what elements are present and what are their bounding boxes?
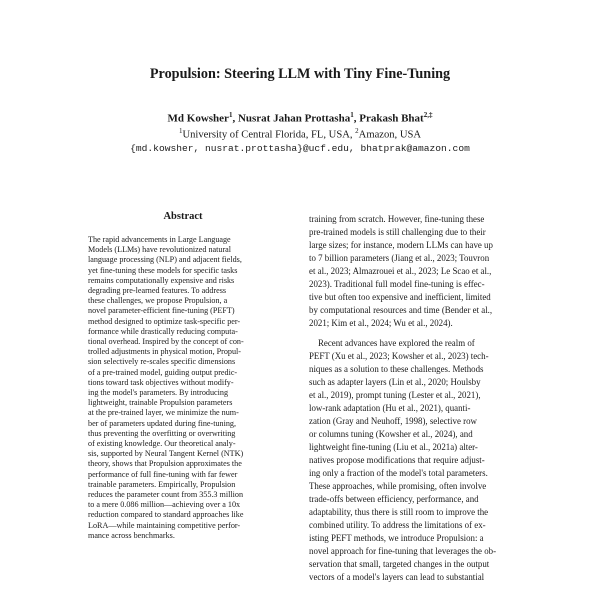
affiliations [0,127,600,141]
affiliation-text: Amazon, USA [358,129,422,141]
text-line: vectors of a model's layers can lead to substantial [309,572,485,582]
text-line: language processing (NLP) and adjacent fields, [88,255,242,265]
text-line: training from scratch. However, fine-tuning these [309,214,485,224]
text-line: Recent advances have explored the realm of [318,338,475,348]
text-line: to 7 billion parameters (Jiang et al., 2023; Touvron [309,253,490,263]
text-line: lightweight fine-tuning (Liu et al., 2021a) alter- [309,442,478,452]
author-name: Prakash Bhat [359,112,424,125]
text-line: servation that small, targeted changes in the output [309,559,490,569]
text-line: pre-trained models is still challenging due to their [309,227,486,237]
author-emails: {md.kowsher, nusrat.prottasha}@ucf.edu, bhatprak@amazon.com [130,143,470,154]
text-line: LoRA—while maintaining competitive perfor- [88,520,241,530]
text-line: sis, supported by Neural Tangent Kernel (NTK) [88,449,244,459]
affiliation-text: University of Central Florida, FL, USA, [182,129,353,141]
text-line: formance while drastically reducing computa- [88,326,238,336]
text-line: large sizes; for instance, modern LLMs can have up [309,240,493,250]
affiliation-marker: 2 [355,127,359,135]
text-line: of existing knowledge. Our theoretical analy- [88,439,236,449]
text-line: isting PEFT methods, we introduce Propulsion: a [309,533,484,543]
text-line: niques as a solution to these challenges. Methods [309,364,484,374]
author-name: Nusrat Jahan Prottasha [237,112,351,125]
text-line: theory, shows that Propulsion approximates the [88,459,242,469]
text-line: combined utility. To address the limitations of ex- [309,520,486,530]
intro-paragraph [309,213,519,330]
paper-title: Propulsion: Steering LLM with Tiny Fine-Tuning [149,66,451,82]
text-line: ing only a fraction of the model's total parameters. [309,468,488,478]
text-line: 2021; Kim et al., 2024; Wu et al., 2024). [309,318,453,328]
text-line: remains computationally expensive and risks [88,275,235,285]
text-line: et al., 2019), prompt tuning (Lester et al., 2021), [309,390,481,400]
abstract-body [88,235,278,541]
text-line: such as adapter layers (Lin et al., 2020; Houlsby [309,377,481,387]
intro-column [309,213,519,584]
text-line: Models (LLMs) have revolutionized natural [88,245,232,255]
text-line: performance of full fine-tuning with far fewer [88,469,238,479]
text-line: ber of parameters updated during fine-tuning, [88,418,237,428]
text-line: reduces the parameter count from 355.3 million [88,490,244,500]
text-line: or columns tuning (Kowsher et al., 2024), and [309,429,473,439]
text-line: mance across benchmarks. [88,530,175,540]
text-line: degrading pre-learned features. To address [88,286,227,296]
text-line: of a pre-trained model, guiding output predic- [88,367,238,377]
author-name: Md Kowsher [167,112,229,125]
text-line: ing the model's parameters. By introducing [88,388,229,398]
text-line: lightweight, trainable Propulsion parameters [88,398,233,408]
text-line: reduction compared to standard approaches like [88,510,244,520]
author-affiliation-marker: 1 [350,111,354,119]
affiliation-marker: 1 [178,127,183,135]
text-line: These approaches, while promising, often involve [309,481,487,491]
text-line: tive but often too expensive and inefficient, limited [309,292,491,302]
text-line: yet fine-tuning these models for specific tasks [88,265,238,275]
text-line: et al., 2023; Almazrouei et al., 2023; Le Scao et al., [309,266,492,276]
text-line: thus preventing the overfitting or overwriting [88,428,236,438]
text-line: 2023). Traditional full model fine-tuning is effec- [309,279,485,289]
text-line: at the pre-trained layer, we minimize the num- [88,408,239,418]
intro-paragraph [309,337,519,584]
text-line: novel parameter-efficient fine-tuning (PEFT) [88,306,235,316]
author-affiliation-marker: 1 [228,111,233,119]
text-line: trolled adjustments in physical motion, Propul- [88,347,242,357]
text-line: PEFT (Xu et al., 2023; Kowsher et al., 2023) tech- [309,351,489,361]
text-line: method designed to optimize task-specific per- [88,316,241,326]
author-affiliation-marker: 2,‡ [423,111,433,119]
text-line: novel approach for fine-tuning that leverages the ob- [309,546,497,556]
abstract-heading: Abstract [163,211,203,222]
text-line: adaptability, thus there is still room to improve the [309,507,489,517]
author-list: Md Kowsher$^1$, Nusrat Jahan Prottasha$^1$, Prakash Bhat$^{2,\ddagger}$ [167,111,433,125]
text-line: trainable parameters. Empirically, Propulsion [88,479,236,489]
text-line: trade-offs between efficiency, performance, and [309,494,479,504]
text-line: tional overhead. Inspired by the concept of con- [88,337,244,347]
text-line: zation (Gray and Neuhoff, 1998), selective row [309,416,477,426]
text-line: low-rank adaptation (Hu et al., 2021), quanti- [309,403,471,413]
text-line: by computational resources and time (Bender et al., [309,305,493,315]
text-line: sion selectively re-scales specific dimensions [88,357,236,367]
text-line: these challenges, we propose Propulsion, a [88,296,228,306]
text-line: tions toward task objectives without modify- [88,377,234,387]
text-line: The rapid advancements in Large Language [88,235,231,244]
text-line: natives propose modifications that require adjust- [309,455,485,465]
text-line: to a mere 0.086 million—achieving over a 10x [88,500,241,510]
